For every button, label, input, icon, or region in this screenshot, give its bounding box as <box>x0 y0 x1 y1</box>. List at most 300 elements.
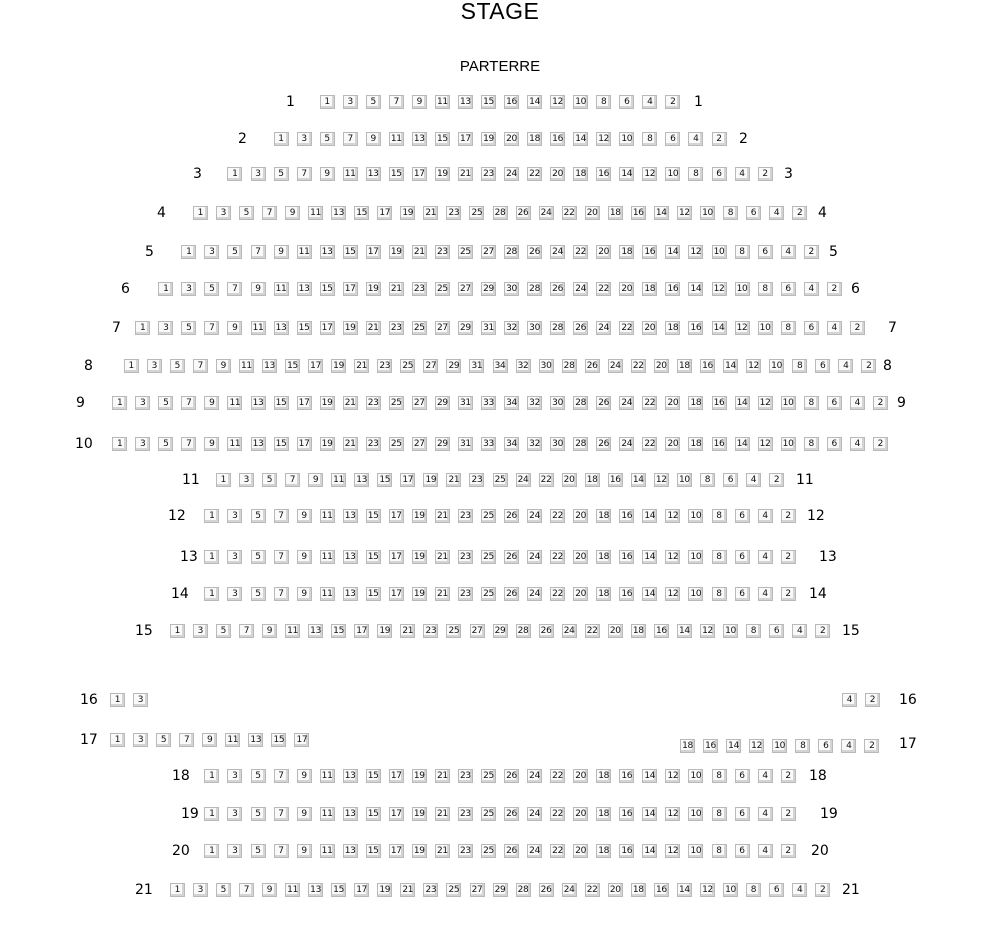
seat[interactable]: 5 <box>227 245 242 259</box>
seat[interactable]: 17 <box>389 807 404 821</box>
seat[interactable]: 9 <box>204 396 219 410</box>
seat[interactable]: 11 <box>320 550 335 564</box>
seat[interactable]: 22 <box>550 844 565 858</box>
seat[interactable]: 12 <box>596 132 611 146</box>
seat[interactable]: 4 <box>758 844 773 858</box>
seat[interactable]: 19 <box>412 807 427 821</box>
seat[interactable]: 29 <box>458 321 473 335</box>
seat[interactable]: 14 <box>712 321 727 335</box>
seat[interactable]: 26 <box>504 769 519 783</box>
seat[interactable]: 27 <box>423 359 438 373</box>
seat[interactable]: 9 <box>297 769 312 783</box>
seat[interactable]: 27 <box>470 624 485 638</box>
seat[interactable]: 5 <box>251 769 266 783</box>
seat[interactable]: 10 <box>723 883 738 897</box>
seat[interactable]: 6 <box>827 437 842 451</box>
seat[interactable]: 16 <box>703 739 718 753</box>
seat[interactable]: 6 <box>735 587 750 601</box>
seat[interactable]: 26 <box>504 509 519 523</box>
seat[interactable]: 24 <box>527 844 542 858</box>
seat[interactable]: 2 <box>815 883 830 897</box>
seat[interactable]: 15 <box>435 132 450 146</box>
seat[interactable]: 26 <box>596 437 611 451</box>
seat[interactable]: 17 <box>366 245 381 259</box>
seat[interactable]: 21 <box>389 282 404 296</box>
seat[interactable]: 14 <box>677 624 692 638</box>
seat[interactable]: 8 <box>712 807 727 821</box>
seat[interactable]: 6 <box>735 550 750 564</box>
seat[interactable]: 18 <box>665 321 680 335</box>
seat[interactable]: 12 <box>665 550 680 564</box>
seat[interactable]: 11 <box>285 624 300 638</box>
seat[interactable]: 17 <box>458 132 473 146</box>
seat[interactable]: 20 <box>608 624 623 638</box>
seat[interactable]: 4 <box>758 807 773 821</box>
seat[interactable]: 10 <box>688 550 703 564</box>
seat[interactable]: 17 <box>343 282 358 296</box>
seat[interactable]: 25 <box>481 550 496 564</box>
seat[interactable]: 8 <box>804 437 819 451</box>
seat[interactable]: 34 <box>504 396 519 410</box>
seat[interactable]: 11 <box>297 245 312 259</box>
seat[interactable]: 16 <box>619 550 634 564</box>
seat[interactable]: 16 <box>596 167 611 181</box>
seat[interactable]: 24 <box>539 206 554 220</box>
seat[interactable]: 16 <box>712 396 727 410</box>
seat[interactable]: 22 <box>562 206 577 220</box>
seat[interactable]: 24 <box>619 396 634 410</box>
seat[interactable]: 5 <box>158 396 173 410</box>
seat[interactable]: 25 <box>389 396 404 410</box>
seat[interactable]: 8 <box>712 550 727 564</box>
seat[interactable]: 1 <box>124 359 139 373</box>
seat[interactable]: 16 <box>619 587 634 601</box>
seat[interactable]: 8 <box>712 844 727 858</box>
seat[interactable]: 1 <box>112 396 127 410</box>
seat[interactable]: 17 <box>297 396 312 410</box>
seat[interactable]: 24 <box>527 769 542 783</box>
seat[interactable]: 12 <box>665 844 680 858</box>
seat[interactable]: 34 <box>504 437 519 451</box>
seat[interactable]: 23 <box>458 807 473 821</box>
seat[interactable]: 19 <box>435 167 450 181</box>
seat[interactable]: 10 <box>688 769 703 783</box>
seat[interactable]: 19 <box>377 883 392 897</box>
seat[interactable]: 18 <box>688 437 703 451</box>
seat[interactable]: 23 <box>423 624 438 638</box>
seat[interactable]: 21 <box>412 245 427 259</box>
seat[interactable]: 5 <box>274 167 289 181</box>
seat[interactable]: 8 <box>795 739 810 753</box>
seat[interactable]: 14 <box>677 883 692 897</box>
seat[interactable]: 11 <box>331 473 346 487</box>
seat[interactable]: 11 <box>225 733 240 747</box>
seat[interactable]: 30 <box>504 282 519 296</box>
seat[interactable]: 11 <box>251 321 266 335</box>
seat[interactable]: 8 <box>792 359 807 373</box>
seat[interactable]: 5 <box>251 550 266 564</box>
seat[interactable]: 16 <box>654 624 669 638</box>
seat[interactable]: 17 <box>377 206 392 220</box>
seat[interactable]: 19 <box>412 587 427 601</box>
seat[interactable]: 12 <box>665 769 680 783</box>
seat[interactable]: 2 <box>769 473 784 487</box>
seat[interactable]: 20 <box>573 550 588 564</box>
seat[interactable]: 9 <box>285 206 300 220</box>
seat[interactable]: 14 <box>735 396 750 410</box>
seat[interactable]: 28 <box>516 883 531 897</box>
seat[interactable]: 5 <box>366 95 381 109</box>
seat[interactable]: 1 <box>204 769 219 783</box>
seat[interactable]: 15 <box>481 95 496 109</box>
seat[interactable]: 20 <box>573 844 588 858</box>
seat[interactable]: 1 <box>204 509 219 523</box>
seat[interactable]: 4 <box>838 359 853 373</box>
seat[interactable]: 23 <box>446 206 461 220</box>
seat[interactable]: 13 <box>331 206 346 220</box>
seat[interactable]: 6 <box>781 282 796 296</box>
seat[interactable]: 13 <box>458 95 473 109</box>
seat[interactable]: 6 <box>769 883 784 897</box>
seat[interactable]: 16 <box>619 844 634 858</box>
seat[interactable]: 22 <box>550 587 565 601</box>
seat[interactable]: 8 <box>712 769 727 783</box>
seat[interactable]: 29 <box>493 624 508 638</box>
seat[interactable]: 11 <box>227 437 242 451</box>
seat[interactable]: 26 <box>585 359 600 373</box>
seat[interactable]: 9 <box>297 550 312 564</box>
seat[interactable]: 14 <box>642 509 657 523</box>
seat[interactable]: 28 <box>516 624 531 638</box>
seat[interactable]: 20 <box>608 883 623 897</box>
seat[interactable]: 7 <box>239 883 254 897</box>
seat[interactable]: 5 <box>156 733 171 747</box>
seat[interactable]: 15 <box>343 245 358 259</box>
seat[interactable]: 2 <box>781 550 796 564</box>
seat[interactable]: 10 <box>573 95 588 109</box>
seat[interactable]: 11 <box>389 132 404 146</box>
seat[interactable]: 5 <box>251 587 266 601</box>
seat[interactable]: 28 <box>550 321 565 335</box>
seat[interactable]: 8 <box>596 95 611 109</box>
seat[interactable]: 8 <box>781 321 796 335</box>
seat[interactable]: 25 <box>481 769 496 783</box>
seat[interactable]: 4 <box>769 206 784 220</box>
seat[interactable]: 10 <box>700 206 715 220</box>
seat[interactable]: 29 <box>435 437 450 451</box>
seat[interactable]: 3 <box>227 769 242 783</box>
seat[interactable]: 32 <box>527 396 542 410</box>
seat[interactable]: 29 <box>446 359 461 373</box>
seat[interactable]: 10 <box>688 844 703 858</box>
seat[interactable]: 8 <box>746 624 761 638</box>
seat[interactable]: 7 <box>274 769 289 783</box>
seat[interactable]: 24 <box>550 245 565 259</box>
seat[interactable]: 18 <box>596 550 611 564</box>
seat[interactable]: 3 <box>133 733 148 747</box>
seat[interactable]: 17 <box>297 437 312 451</box>
seat[interactable]: 6 <box>735 769 750 783</box>
seat[interactable]: 15 <box>389 167 404 181</box>
seat[interactable]: 29 <box>435 396 450 410</box>
seat[interactable]: 21 <box>435 550 450 564</box>
seat[interactable]: 22 <box>642 437 657 451</box>
seat[interactable]: 1 <box>110 733 125 747</box>
seat[interactable]: 27 <box>481 245 496 259</box>
seat[interactable]: 17 <box>354 883 369 897</box>
seat[interactable]: 19 <box>331 359 346 373</box>
seat[interactable]: 3 <box>239 473 254 487</box>
seat[interactable]: 21 <box>435 509 450 523</box>
seat[interactable]: 6 <box>815 359 830 373</box>
seat[interactable]: 19 <box>389 245 404 259</box>
seat[interactable]: 12 <box>642 167 657 181</box>
seat[interactable]: 24 <box>573 282 588 296</box>
seat[interactable]: 24 <box>562 624 577 638</box>
seat[interactable]: 34 <box>493 359 508 373</box>
seat[interactable]: 25 <box>481 587 496 601</box>
seat[interactable]: 2 <box>758 167 773 181</box>
seat[interactable]: 11 <box>343 167 358 181</box>
seat[interactable]: 1 <box>227 167 242 181</box>
seat[interactable]: 23 <box>481 167 496 181</box>
seat[interactable]: 30 <box>539 359 554 373</box>
seat[interactable]: 1 <box>204 807 219 821</box>
seat[interactable]: 1 <box>112 437 127 451</box>
seat[interactable]: 24 <box>527 807 542 821</box>
seat[interactable]: 14 <box>642 587 657 601</box>
seat[interactable]: 18 <box>631 624 646 638</box>
seat[interactable]: 25 <box>446 883 461 897</box>
seat[interactable]: 11 <box>320 769 335 783</box>
seat[interactable]: 22 <box>619 321 634 335</box>
seat[interactable]: 10 <box>712 245 727 259</box>
seat[interactable]: 28 <box>493 206 508 220</box>
seat[interactable]: 4 <box>792 883 807 897</box>
seat[interactable]: 18 <box>596 807 611 821</box>
seat[interactable]: 4 <box>758 587 773 601</box>
seat[interactable]: 17 <box>400 473 415 487</box>
seat[interactable]: 4 <box>842 693 857 707</box>
seat[interactable]: 19 <box>412 509 427 523</box>
seat[interactable]: 28 <box>504 245 519 259</box>
seat[interactable]: 25 <box>493 473 508 487</box>
seat[interactable]: 24 <box>504 167 519 181</box>
seat[interactable]: 9 <box>262 624 277 638</box>
seat[interactable]: 5 <box>320 132 335 146</box>
seat[interactable]: 7 <box>343 132 358 146</box>
seat[interactable]: 6 <box>818 739 833 753</box>
seat[interactable]: 26 <box>504 550 519 564</box>
seat[interactable]: 9 <box>297 509 312 523</box>
seat[interactable]: 3 <box>147 359 162 373</box>
seat[interactable]: 20 <box>654 359 669 373</box>
seat[interactable]: 6 <box>827 396 842 410</box>
seat[interactable]: 19 <box>320 437 335 451</box>
seat[interactable]: 9 <box>297 587 312 601</box>
seat[interactable]: 5 <box>251 807 266 821</box>
seat[interactable]: 18 <box>677 359 692 373</box>
seat[interactable]: 24 <box>527 550 542 564</box>
seat[interactable]: 13 <box>366 167 381 181</box>
seat[interactable]: 23 <box>412 282 427 296</box>
seat[interactable]: 15 <box>331 624 346 638</box>
seat[interactable]: 1 <box>110 693 125 707</box>
seat[interactable]: 31 <box>458 437 473 451</box>
seat[interactable]: 12 <box>688 245 703 259</box>
seat[interactable]: 9 <box>227 321 242 335</box>
seat[interactable]: 21 <box>435 844 450 858</box>
seat[interactable]: 3 <box>193 624 208 638</box>
seat[interactable]: 19 <box>481 132 496 146</box>
seat[interactable]: 5 <box>216 883 231 897</box>
seat[interactable]: 29 <box>493 883 508 897</box>
seat[interactable]: 26 <box>504 807 519 821</box>
seat[interactable]: 9 <box>251 282 266 296</box>
seat[interactable]: 26 <box>516 206 531 220</box>
seat[interactable]: 8 <box>735 245 750 259</box>
seat[interactable]: 20 <box>585 206 600 220</box>
seat[interactable]: 9 <box>412 95 427 109</box>
seat[interactable]: 11 <box>320 509 335 523</box>
seat[interactable]: 4 <box>746 473 761 487</box>
seat[interactable]: 23 <box>458 769 473 783</box>
seat[interactable]: 5 <box>181 321 196 335</box>
seat[interactable]: 26 <box>539 624 554 638</box>
seat[interactable]: 7 <box>274 844 289 858</box>
seat[interactable]: 22 <box>585 624 600 638</box>
seat[interactable]: 5 <box>262 473 277 487</box>
seat[interactable]: 14 <box>723 359 738 373</box>
seat[interactable]: 1 <box>204 550 219 564</box>
seat[interactable]: 18 <box>585 473 600 487</box>
seat[interactable]: 2 <box>861 359 876 373</box>
seat[interactable]: 33 <box>481 396 496 410</box>
seat[interactable]: 10 <box>769 359 784 373</box>
seat[interactable]: 29 <box>481 282 496 296</box>
seat[interactable]: 16 <box>619 769 634 783</box>
seat[interactable]: 3 <box>181 282 196 296</box>
seat[interactable]: 4 <box>792 624 807 638</box>
seat[interactable]: 1 <box>170 624 185 638</box>
seat[interactable]: 17 <box>389 587 404 601</box>
seat[interactable]: 21 <box>343 437 358 451</box>
seat[interactable]: 12 <box>654 473 669 487</box>
seat[interactable]: 19 <box>377 624 392 638</box>
seat[interactable]: 14 <box>573 132 588 146</box>
seat[interactable]: 25 <box>458 245 473 259</box>
seat[interactable]: 10 <box>688 587 703 601</box>
seat[interactable]: 17 <box>389 509 404 523</box>
seat[interactable]: 4 <box>850 396 865 410</box>
seat[interactable]: 15 <box>331 883 346 897</box>
seat[interactable]: 26 <box>504 844 519 858</box>
seat[interactable]: 23 <box>435 245 450 259</box>
seat[interactable]: 23 <box>458 550 473 564</box>
seat[interactable]: 10 <box>677 473 692 487</box>
seat[interactable]: 3 <box>297 132 312 146</box>
seat[interactable]: 18 <box>596 769 611 783</box>
seat[interactable]: 15 <box>274 437 289 451</box>
seat[interactable]: 12 <box>758 437 773 451</box>
seat[interactable]: 12 <box>665 509 680 523</box>
seat[interactable]: 1 <box>320 95 335 109</box>
seat[interactable]: 33 <box>481 437 496 451</box>
seat[interactable]: 22 <box>550 807 565 821</box>
seat[interactable]: 14 <box>527 95 542 109</box>
seat[interactable]: 11 <box>320 587 335 601</box>
seat[interactable]: 10 <box>772 739 787 753</box>
seat[interactable]: 16 <box>619 509 634 523</box>
seat[interactable]: 2 <box>873 396 888 410</box>
seat[interactable]: 16 <box>619 807 634 821</box>
seat[interactable]: 1 <box>204 844 219 858</box>
seat[interactable]: 4 <box>735 167 750 181</box>
seat[interactable]: 7 <box>274 587 289 601</box>
seat[interactable]: 21 <box>435 769 450 783</box>
seat[interactable]: 18 <box>527 132 542 146</box>
seat[interactable]: 17 <box>389 769 404 783</box>
seat[interactable]: 12 <box>665 807 680 821</box>
seat[interactable]: 12 <box>712 282 727 296</box>
seat[interactable]: 1 <box>274 132 289 146</box>
seat[interactable]: 23 <box>423 883 438 897</box>
seat[interactable]: 15 <box>366 587 381 601</box>
seat[interactable]: 26 <box>573 321 588 335</box>
seat[interactable]: 10 <box>619 132 634 146</box>
seat[interactable]: 16 <box>688 321 703 335</box>
seat[interactable]: 1 <box>181 245 196 259</box>
seat[interactable]: 32 <box>516 359 531 373</box>
seat[interactable]: 8 <box>758 282 773 296</box>
seat[interactable]: 11 <box>308 206 323 220</box>
seat[interactable]: 24 <box>596 321 611 335</box>
seat[interactable]: 32 <box>527 437 542 451</box>
seat[interactable]: 14 <box>665 245 680 259</box>
seat[interactable]: 25 <box>389 437 404 451</box>
seat[interactable]: 2 <box>781 509 796 523</box>
seat[interactable]: 8 <box>688 167 703 181</box>
seat[interactable]: 14 <box>631 473 646 487</box>
seat[interactable]: 7 <box>389 95 404 109</box>
seat[interactable]: 25 <box>469 206 484 220</box>
seat[interactable]: 14 <box>619 167 634 181</box>
seat[interactable]: 6 <box>804 321 819 335</box>
seat[interactable]: 16 <box>504 95 519 109</box>
seat[interactable]: 14 <box>654 206 669 220</box>
seat[interactable]: 15 <box>366 807 381 821</box>
seat[interactable]: 15 <box>285 359 300 373</box>
seat[interactable]: 18 <box>680 739 695 753</box>
seat[interactable]: 1 <box>135 321 150 335</box>
seat[interactable]: 11 <box>435 95 450 109</box>
seat[interactable]: 7 <box>204 321 219 335</box>
seat[interactable]: 25 <box>481 509 496 523</box>
seat[interactable]: 3 <box>227 550 242 564</box>
seat[interactable]: 3 <box>216 206 231 220</box>
seat[interactable]: 11 <box>320 844 335 858</box>
seat[interactable]: 3 <box>204 245 219 259</box>
seat[interactable]: 2 <box>827 282 842 296</box>
seat[interactable]: 14 <box>642 550 657 564</box>
seat[interactable]: 13 <box>274 321 289 335</box>
seat[interactable]: 21 <box>435 587 450 601</box>
seat[interactable]: 2 <box>792 206 807 220</box>
seat[interactable]: 1 <box>216 473 231 487</box>
seat[interactable]: 23 <box>377 359 392 373</box>
seat[interactable]: 20 <box>573 587 588 601</box>
seat[interactable]: 23 <box>366 396 381 410</box>
